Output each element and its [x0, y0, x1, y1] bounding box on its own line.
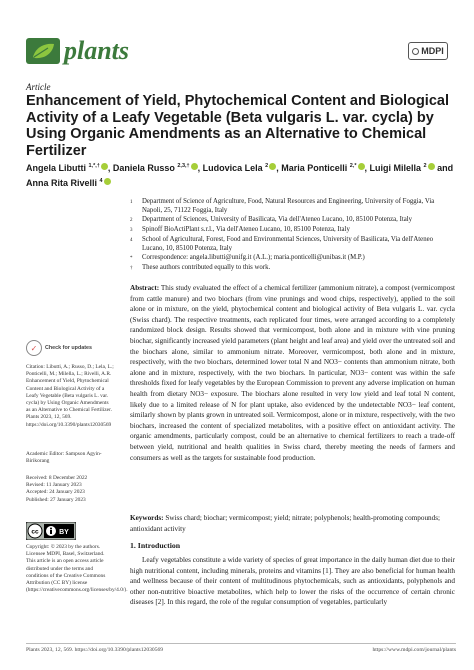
author-affiliation-marker: 2: [265, 163, 269, 169]
author-name: Anna Rita Rivelli $^4$: [26, 178, 111, 188]
received-date: Received: 8 December 2022: [26, 475, 88, 481]
copyright-notice: Copyright: © 2023 by the authors. Licensee MDPI, Basel, Switzerland. This article is an open access article distributed under the terms and conditions of the Creative Commons Attribution (CC BY) license (https://creativecommons.org/licenses/by/4.0/).: [26, 544, 128, 594]
article-type: Article: [26, 82, 51, 92]
affiliation-number: 3: [130, 228, 133, 233]
author-name: Maria Ponticelli $^{2,*}$: [281, 163, 364, 173]
affiliation-item: [130, 215, 455, 225]
affiliation-number: 1: [130, 200, 133, 205]
footer-journal-link[interactable]: https://www.mdpi.com/journal/plants: [372, 647, 456, 653]
svg-text:cc: cc: [31, 528, 39, 536]
affiliation-number: *: [130, 256, 133, 261]
dates-block: [26, 475, 114, 504]
abstract-label: Abstract:: [130, 284, 160, 292]
check-for-updates-badge[interactable]: [26, 338, 116, 358]
author-name: Angela Libutti $^{1,*,\dagger}$: [26, 163, 108, 173]
author-affiliation-marker: 2,*: [349, 163, 357, 169]
author-affiliation-marker: 1,*,†: [88, 163, 100, 169]
article-title-text: Enhancement of Yield, Phytochemical Content and Biological Activity of a Leafy Vegetable (Beta vulgaris L. var. cycla) by Using Organic Amendments as an Alternative to Chemical Fertilizer: [26, 93, 449, 159]
check-updates-icon: ✓: [26, 340, 42, 356]
author-list: Angela Libutti $^{1,*,\dagger}$ , Daniela Russo $^{2,3,\dagger}$ , Ludovica Lela $^2$ , Maria Ponticelli $^{2,*}$ , Luigi Milella $^2$ and Anna Rita Rivelli $^4$: [26, 163, 454, 188]
orcid-icon[interactable]: [191, 163, 198, 170]
section-heading-introduction: 1. Introduction: [130, 541, 181, 550]
affiliation-text: Department of Sciences, University of Basilicata, Via dell'Ateneo Lucano, 10, 85100 Potenza, Italy: [142, 216, 413, 223]
mdpi-label: MDPI: [421, 46, 444, 56]
citation-block: [26, 364, 114, 429]
accepted-date: Accepted: 24 January 2023: [26, 489, 85, 496]
keywords-label: Keywords:: [130, 514, 164, 522]
affiliation-item: [130, 253, 455, 263]
author-name: Ludovica Lela $^2$: [203, 163, 277, 173]
plants-leaf-logo-icon: [26, 38, 60, 64]
affiliation-number: †: [130, 266, 133, 271]
affiliation-text: School of Agricultural, Forest, Food and Environmental Sciences, University of Basilicata, Via dell'Ateneo Lucano, 10, 85100 Potenza, Italy: [142, 236, 434, 252]
author-affiliation-marker: 2,3,†: [177, 163, 190, 169]
affiliation-text: Department of Science of Agriculture, Food, Natural Resources and Engineering, University of Foggia, Via Napoli, 25, 71122 Foggia, Italy: [142, 198, 435, 214]
orcid-icon[interactable]: [358, 163, 365, 170]
mdpi-logo: [408, 42, 448, 60]
affiliation-item: [130, 235, 455, 253]
introduction-paragraph: Leafy vegetables constitute a wide variety of species of great importance in the daily human diet due to their high nutritional content, including minerals, proteins and vitamins [1]. They are also beneficial for human health and wellness because of their content of multitudinous phytochemicals, such as antioxidants, polyphenols and other non-nutritive bioactive metabolites, which help to lower the risks of the occurrence of certain chronic diseases [2]. In this regard, the role of the regular consumption of vegetables, particularly: [130, 556, 455, 607]
journal-name: plants: [64, 36, 130, 65]
affiliation-text: These authors contributed equally to this work.: [142, 264, 271, 271]
keywords: [130, 513, 455, 534]
revised-date: Revised: 11 January 2023: [26, 482, 82, 489]
affiliation-number: 2: [130, 218, 133, 223]
affiliation-text: Correspondence: angela.libutti@unifg.it (A.L.); maria.ponticelli@unibas.it (M.P.): [142, 254, 365, 261]
author-name: Daniela Russo $^{2,3,\dagger}$: [113, 163, 198, 173]
author-name: Luigi Milella $^2$: [370, 163, 435, 173]
citation-text: Citation: Libutti, A.; Russo, D.; Lela, L.; Ponticelli, M.; Milella, L.; Rivelli, A.R. Enhancement of Yield, Phytochemical Content and Biological Activity of a Leafy Vegetable (Beta vulgaris L. var. cycla) by Using Organic Amendments as an Alternative to Chemical Fertilizer. Plants 2023, 12, 569. https://doi.org/10.3390/plants12030569: [26, 364, 114, 428]
affiliation-item: [130, 263, 455, 273]
orcid-icon[interactable]: [104, 178, 111, 185]
orcid-icon[interactable]: [101, 163, 108, 170]
check-updates-label: Check for updates: [45, 344, 93, 351]
abstract-text: This study evaluated the effect of a chemical fertilizer (ammonium nitrate), a compost (vermicompost from cattle manure) and two biochars (from vine prunings and wood chips, respectively), applied to the soil alone or in mixture, on the yield, phytochemical content and biological activity of Beta vulgaris L. var. cycla (Swiss chard). The respective treatments, each replicated four times, were arranged according to a completely randomized block design. Results showed that vermicompost, both alone and in mixture with vine pruning biochar, significantly increased yield parameters (plant height and leaf area) and yield over the untreated soil and the biochars alone, similar to ammonium nitrate. Moreover, vermicompost, both alone and in mixture, respectively, with the two biochars, determined lower total N and NO3− contents than ammonium nitrate, both alone and in mixture, respectively, with the two biochars. In particular, NO3− content was within the safe thresholds fixed for leafy vegetables by the European Commission to prevent any adverse implication on human health from dietary NO3− exposure. The biochars alone resulted in very low yield and leaf total N content, likely due to a limited release of N for plant uptake, also evidenced by the undetectable NO3− leaf content, similarly shown by plants grown in untreated soil. Vermicompost, alone or in mixture, respectively, with the two biochars, increased the content of specialized metabolites, with a positive effect on antioxidant activity. The organic amendments, particularly compost, could be an alternative to chemical fertilizers to reach a trade-off between yield, nutritional and health qualities in Swiss chard, thereby meeting the needs of farmers and consumers as well as the targets for sustainable food production.: [130, 284, 455, 462]
affiliation-item: [130, 225, 455, 235]
academic-editor: Academic Editor: Sampson Agyin-Birikorang: [26, 451, 102, 465]
orcid-icon[interactable]: [428, 163, 435, 170]
svg-text:BY: BY: [59, 529, 69, 536]
affiliations: [130, 197, 455, 273]
mdpi-mark-icon: [412, 48, 419, 55]
affiliation-item: [130, 197, 455, 215]
page-footer: [26, 647, 456, 653]
published-date: Published: 27 January 2023: [26, 496, 86, 503]
affiliation-number: 4: [130, 238, 133, 243]
article-title: [26, 93, 456, 159]
affiliation-text: Spinoff BioActiPlant s.r.l., Via dell'Ateneo Lucano, 10, 85100 Potenza, Italy: [142, 226, 350, 233]
cc-by-license-icon: [26, 522, 76, 540]
footer-rule: [26, 643, 456, 644]
author-affiliation-marker: 4: [99, 178, 103, 184]
footer-citation: Plants 2023, 12, 569. https://doi.org/10.3390/plants12030569: [26, 647, 164, 653]
author-affiliation-marker: 2: [423, 163, 427, 169]
orcid-icon[interactable]: [269, 163, 276, 170]
keywords-text: Swiss chard; biochar; vermicompost; yield; nitrate; polyphenols; health-promoting compounds; antioxidant activity: [130, 514, 441, 533]
abstract: [130, 283, 455, 463]
